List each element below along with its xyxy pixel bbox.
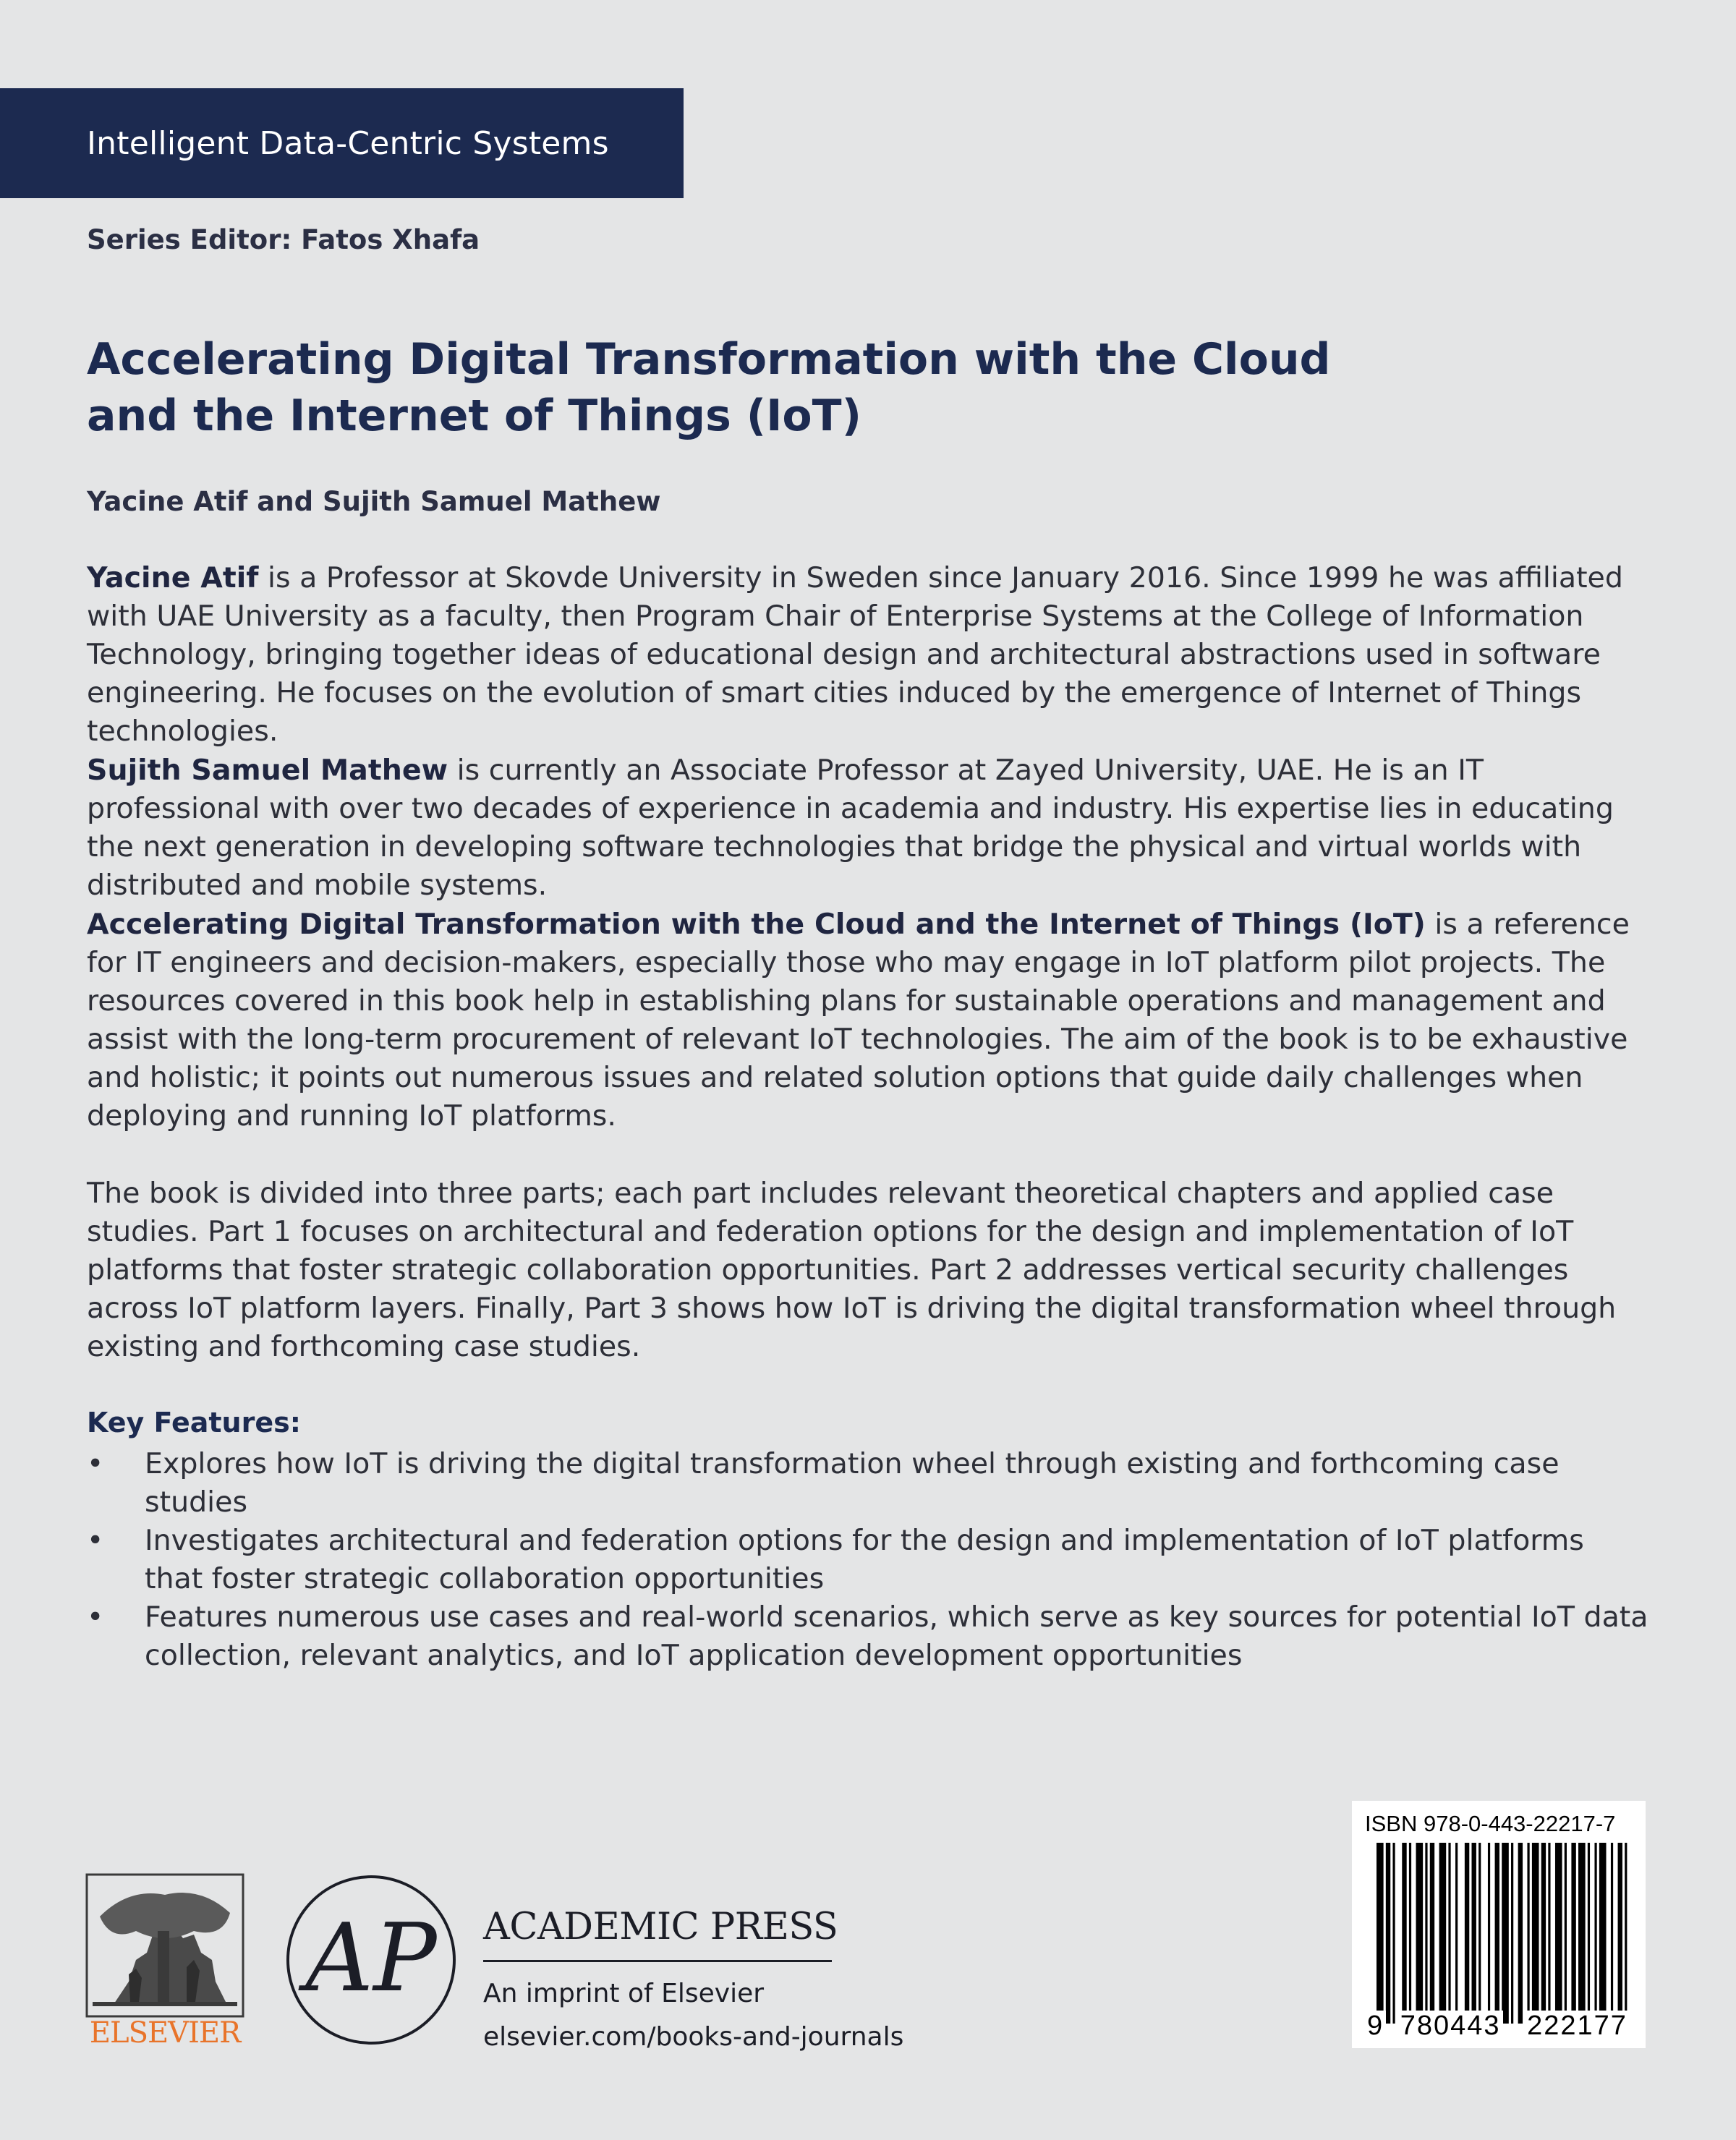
key-feature-text: Features numerous use cases and real-world scenarios, which serve as key sources for potential IoT data collection, relevant analytics, and IoT application development opportunities — [145, 1600, 1648, 1672]
book-description — [87, 905, 1649, 1135]
description-title: Accelerating Digital Transformation with the Cloud and the Internet of Things (IoT) — [87, 908, 1426, 941]
barcode-digits-right: 222177 — [1525, 2011, 1630, 2041]
publisher-url: elsevier.com/books-and-journals — [483, 2022, 904, 2052]
book-title-line2: and the Internet of Things (IoT) — [87, 391, 862, 441]
book-structure: The book is divided into three parts; each part includes relevant theoretical chapters and applied case studies. Part 1 focuses on architectural and federation options for the design and implementation of IoT platforms that foster strategic collaboration opportunities. Part 2 addresses vertical security challenges across IoT platform layers. Finally, Part 3 shows how IoT is driving the digital transformation wheel through existing and forthcoming case studies. — [87, 1177, 1617, 1363]
bio-name-mathew: Sujith Samuel Mathew — [87, 754, 448, 787]
barcode-digits-left: 780443 — [1398, 2011, 1503, 2041]
key-feature-item — [87, 1445, 1649, 1522]
academic-press-name: ACADEMIC PRESS — [483, 1906, 838, 1948]
isbn-text: ISBN 978-0-443-22217-7 — [1365, 1811, 1616, 1836]
key-features-list — [87, 1445, 1649, 1675]
bio-name-atif: Yacine Atif — [87, 561, 259, 594]
series-editor: Series Editor: Fatos Xhafa — [87, 224, 480, 255]
key-feature-item — [87, 1522, 1649, 1598]
barcode-bars-icon — [1377, 1843, 1634, 2024]
isbn-barcode — [1352, 1801, 1646, 2048]
book-title — [87, 331, 1389, 444]
key-feature-item — [87, 1598, 1649, 1675]
bullet-icon: • — [87, 1447, 104, 1480]
key-feature-text: Investigates architectural and federation options for the design and implementation of IoT platforms that foster strategic collaboration opportunities — [145, 1524, 1584, 1595]
series-banner — [0, 88, 684, 198]
barcode-digit-lead: 9 — [1365, 2011, 1386, 2041]
description-text: is a reference for IT engineers and decision-makers, especially those who may engage in IoT platform pilot projects. The resources covered in this book help in establishing plans for sustainable operations and management and assist with the long-term procurement of relevant IoT technologies. The aim of the book is to be exhaustive and holistic; it points out numerous issues and related solution options that guide daily challenges when deploying and running IoT platforms. — [87, 908, 1630, 1133]
key-feature-text: Explores how IoT is driving the digital transformation wheel through existing and forthcoming case studies — [145, 1447, 1560, 1519]
elsevier-logo — [85, 1873, 244, 2055]
author-bio-atif — [87, 559, 1649, 751]
academic-press-logo-icon — [284, 1873, 458, 2047]
bullet-icon: • — [87, 1600, 104, 1634]
elsevier-wordmark: ELSEVIER — [89, 2016, 241, 2050]
academic-press-divider — [483, 1960, 832, 1962]
book-title-line1: Accelerating Digital Transformation with the Cloud — [87, 334, 1331, 385]
authors: Yacine Atif and Sujith Samuel Mathew — [87, 486, 661, 517]
barcode-digits — [1365, 2011, 1634, 2042]
imprint-note: An imprint of Elsevier — [483, 1979, 765, 2008]
elsevier-tree-icon — [85, 1873, 244, 2018]
key-features-heading: Key Features: — [87, 1407, 301, 1438]
bio-text-mathew: is currently an Associate Professor at Zayed University, UAE. He is an IT professional with over two decades of experience in academia and industry. His expertise lies in educating the next generation in developing software technologies that bridge the physical and virtual worlds with distributed and mobile systems. — [87, 754, 1614, 902]
series-name: Intelligent Data-Centric Systems — [87, 124, 609, 162]
bullet-icon: • — [87, 1524, 104, 1557]
author-bio-mathew — [87, 751, 1649, 905]
ap-monogram: AP — [305, 1903, 437, 2013]
bio-text-atif: is a Professor at Skovde University in Sweden since January 2016. Since 1999 he was affiliated with UAE University as a faculty, then Program Chair of Enterprise Systems at the College of Information Technology, bringing together ideas of educational design and architectural abstractions used in software engineering. He focuses on the evolution of smart cities induced by the emergence of Internet of Things technologies. — [87, 561, 1623, 748]
